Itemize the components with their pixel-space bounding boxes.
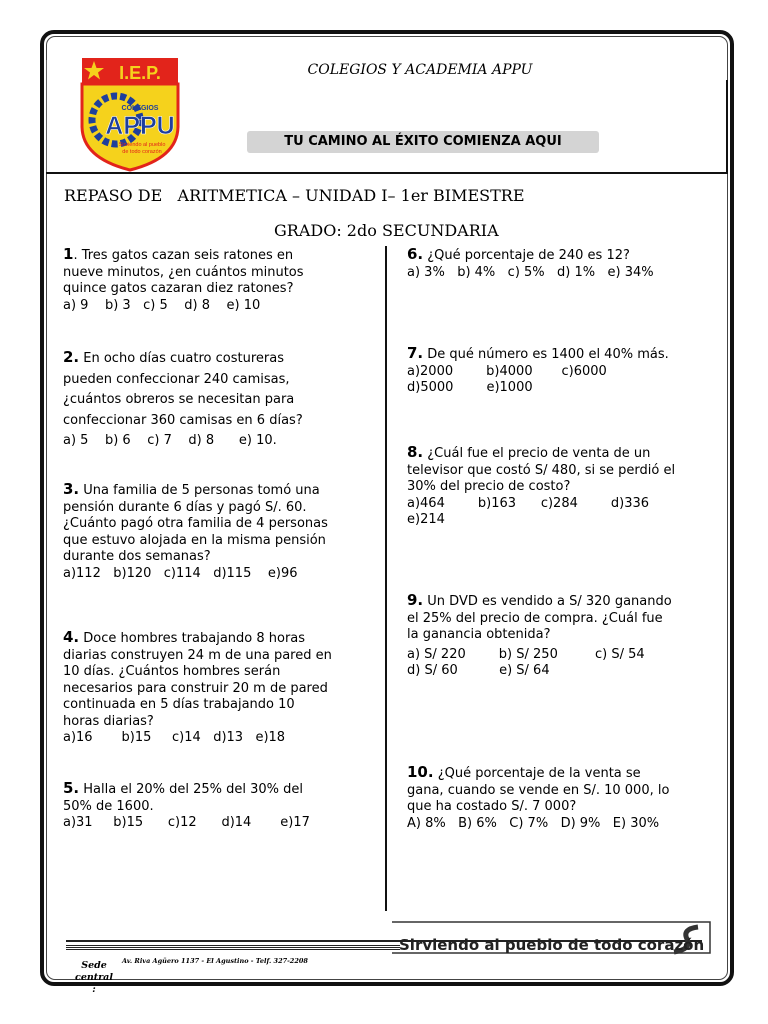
logo-brand: APPU bbox=[105, 112, 175, 140]
question-7 bbox=[407, 345, 669, 397]
question-text: confeccionar 360 camisas en 6 días? bbox=[63, 412, 303, 428]
question-text: ¿Qué porcentaje de la venta se bbox=[433, 766, 641, 781]
question-text: pueden confeccionar 240 camisas, bbox=[63, 371, 290, 387]
question-text: ¿Cuánto pagó otra familia de 4 personas bbox=[63, 516, 328, 531]
footer-rule-texture bbox=[66, 945, 400, 950]
question-text: Una familia de 5 personas tomó una bbox=[79, 483, 320, 498]
column-divider bbox=[385, 246, 387, 911]
question-6 bbox=[407, 246, 654, 281]
answer-options: a) 5 b) 6 c) 7 d) 8 e) 10. bbox=[63, 433, 277, 448]
question-1 bbox=[63, 246, 304, 314]
answer-options: a)31 b)15 c)12 d)14 e)17 bbox=[63, 815, 310, 830]
question-text: quince gatos cazaran diez ratones? bbox=[63, 281, 294, 296]
question-text: continuada en 5 días trabajando 10 bbox=[63, 697, 295, 712]
school-name: COLEGIOS Y ACADEMIA APPU bbox=[307, 62, 533, 78]
footer-sede: Sede central : bbox=[75, 960, 113, 995]
question-number: 5. bbox=[63, 779, 80, 797]
answer-options: a)2000 b)4000 c)6000 bbox=[407, 363, 607, 379]
question-text: Halla el 20% del 25% del 30% del bbox=[79, 782, 304, 797]
question-text: En ocho días cuatro costureras bbox=[79, 351, 284, 366]
question-8 bbox=[407, 444, 675, 529]
question-text: ¿Qué porcentaje de 240 es 12? bbox=[423, 248, 630, 263]
question-text: que ha costado S/. 7 000? bbox=[407, 799, 577, 814]
question-number: 8. bbox=[407, 443, 424, 461]
answer-options: a) 3% b) 4% c) 5% d) 1% e) 34% bbox=[407, 264, 654, 280]
question-number: 2. bbox=[63, 348, 80, 366]
question-text: ¿cuántos obreros se necesitan para bbox=[63, 392, 295, 407]
question-number: 9. bbox=[407, 591, 424, 609]
answer-options: A) 8% B) 6% C) 7% D) 9% E) 30% bbox=[407, 815, 660, 831]
footer-slogan: Sirviendo al pueblo de todo corazón bbox=[399, 936, 705, 954]
answer-options: a) S/ 220 b) S/ 250 c) S/ 54 bbox=[407, 646, 645, 662]
header-right-line bbox=[726, 80, 728, 174]
answer-options: a)16 b)15 c)14 d)13 e)18 bbox=[63, 730, 286, 745]
answer-options: d) S/ 60 e) S/ 64 bbox=[407, 663, 550, 678]
question-10 bbox=[407, 764, 669, 832]
question-text: el 25% del precio de compra. ¿Cuál fue bbox=[407, 610, 663, 626]
question-text: Un DVD es vendido a S/ 320 ganando bbox=[423, 594, 672, 609]
question-number: 1 bbox=[63, 245, 74, 263]
question-number: 6. bbox=[407, 245, 424, 263]
question-text: Doce hombres trabajando 8 horas bbox=[79, 631, 306, 646]
question-number: 7. bbox=[407, 344, 424, 362]
question-text: 30% del precio de costo? bbox=[407, 479, 571, 494]
question-text: horas diarias? bbox=[63, 713, 154, 729]
question-text: 10 días. ¿Cuántos hombres serán bbox=[63, 664, 281, 679]
footer-address: Av. Riva Agüero 1137 - El Agustino - Telf. 327-2208 bbox=[122, 957, 308, 965]
answer-options: d)5000 e)1000 bbox=[407, 380, 533, 395]
question-text: que estuvo alojada en la misma pensión bbox=[63, 532, 326, 548]
question-9 bbox=[407, 592, 672, 680]
document-title: REPASO DE ARITMETICA – UNIDAD I– 1er BIMESTRE bbox=[64, 186, 525, 205]
question-4 bbox=[63, 629, 332, 747]
grade-label: GRADO: 2do SECUNDARIA bbox=[274, 221, 499, 240]
motto-bar: TU CAMINO AL ÉXITO COMIENZA AQUI bbox=[247, 131, 599, 153]
question-3 bbox=[63, 481, 328, 582]
logo-tagline-1: Sirviendo al pueblo bbox=[118, 142, 166, 148]
answer-options: e)214 bbox=[407, 512, 445, 527]
question-text: televisor que costó S/ 480, si se perdió el bbox=[407, 462, 676, 478]
question-text: durante dos semanas? bbox=[63, 549, 211, 564]
question-number: 10. bbox=[407, 763, 434, 781]
logo-top-text: I.E.P. bbox=[119, 63, 161, 83]
answer-options: a) 9 b) 3 c) 5 d) 8 e) 10 bbox=[63, 297, 261, 313]
logo-tagline-2: de todo corazón bbox=[122, 149, 162, 155]
question-text: pensión durante 6 días y pagó S/. 60. bbox=[63, 499, 307, 515]
question-text: De qué número es 1400 el 40% más. bbox=[423, 347, 669, 362]
question-5 bbox=[63, 780, 310, 832]
question-number: 3. bbox=[63, 480, 80, 498]
header-left-line bbox=[46, 60, 47, 172]
question-text: 50% de 1600. bbox=[63, 798, 154, 814]
question-text: diarias construyen 24 m de una pared en bbox=[63, 647, 332, 663]
header-divider bbox=[46, 172, 728, 174]
question-text: gana, cuando se vende en S/. 10 000, lo bbox=[407, 782, 670, 798]
question-text: ¿Cuál fue el precio de venta de un bbox=[423, 446, 651, 461]
question-2 bbox=[63, 347, 303, 452]
answer-options: a)464 b)163 c)284 d)336 bbox=[407, 495, 650, 511]
question-text: nueve minutos, ¿en cuántos minutos bbox=[63, 264, 304, 280]
school-logo bbox=[78, 54, 182, 172]
question-text: necesarios para construir 20 m de pared bbox=[63, 680, 328, 696]
logo-brand-small: COLEGIOS bbox=[121, 105, 159, 112]
answer-options: a)112 b)120 c)114 d)115 e)96 bbox=[63, 565, 298, 581]
question-text: la ganancia obtenida? bbox=[407, 627, 551, 642]
question-text: . Tres gatos cazan seis ratones en bbox=[73, 248, 294, 263]
question-number: 4. bbox=[63, 628, 80, 646]
